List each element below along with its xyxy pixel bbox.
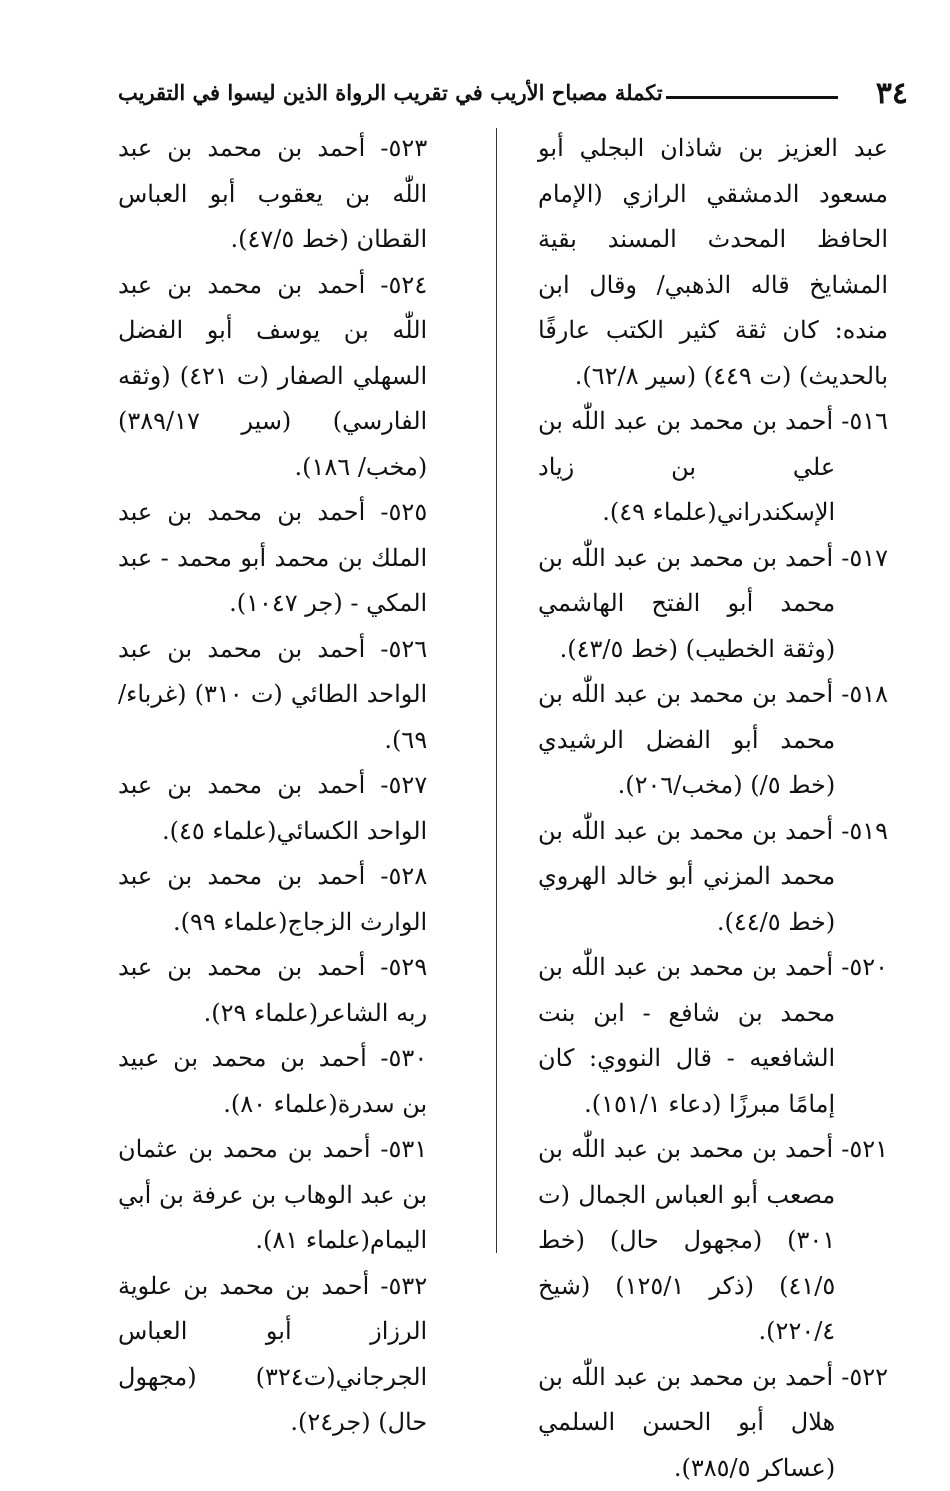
entry-number: ٥٢٣- bbox=[380, 134, 427, 162]
entry-524 bbox=[118, 263, 480, 491]
entry-number: ٥١٨- bbox=[841, 680, 888, 708]
entry-number: ٥٢٠- bbox=[841, 953, 888, 981]
entry-text: أحمد بن محمد بن عبد الواحد الطائي (ت ٣١٠) (غرباء/٦٩). bbox=[118, 635, 427, 754]
entry-522 bbox=[538, 1355, 888, 1491]
entry-529 bbox=[118, 945, 480, 1036]
entry-517 bbox=[538, 536, 888, 673]
page-header bbox=[118, 72, 908, 116]
entry-text: أحمد بن محمد بن عبد الواحد الكسائي(علماء ٤٥). bbox=[118, 771, 427, 845]
entry-number: ٥١٦- bbox=[841, 407, 888, 435]
entry-518 bbox=[538, 672, 888, 809]
entry-number: ٥٣٠- bbox=[380, 1044, 427, 1072]
entry-text: أحمد بن محمد بن عثمان بن عبد الوهاب بن عرفة بن أبي اليمام(علماء ٨١). bbox=[118, 1135, 427, 1254]
entry-519 bbox=[538, 809, 888, 946]
entry-number: ٥٣١- bbox=[380, 1135, 427, 1163]
entry-text: أحمد بن محمد بن عبد الملك بن محمد أبو محمد - عبد المكي - (جر ١٠٤٧). bbox=[118, 498, 427, 617]
page-number: ٣٤ bbox=[876, 76, 908, 111]
entry-number: ٥٢١- bbox=[841, 1135, 888, 1163]
entry-531 bbox=[118, 1127, 480, 1264]
entry-text: أحمد بن محمد بن عبد اللّٰه بن هلال أبو الحسن السلمي (عساكر ٣٨٥/٥). bbox=[538, 1363, 835, 1482]
entry-text: أحمد بن محمد بن علوية الرزاز أبو العباس الجرجاني(ت٣٢٤) (مجهول حال) (جر٢٤). bbox=[118, 1272, 427, 1437]
entry-text: أحمد بن محمد بن عبد اللّٰه بن محمد بن شافع - ابن بنت الشافعيه - قال النووي: كان إمامًا مبرزًا (دعاء ١٥١/١). bbox=[538, 953, 835, 1118]
column-divider bbox=[496, 128, 497, 1253]
entry-text: أحمد بن محمد بن عبد اللّٰه بن محمد المزني أبو خالد الهروي (خط ٤٤/٥). bbox=[538, 817, 835, 936]
entry-text: أحمد بن محمد بن عبيد بن سدرة(علماء ٨٠). bbox=[118, 1044, 427, 1118]
entry-text: أحمد بن محمد بن عبد اللّٰه بن يوسف أبو الفضل السهلي الصفار (ت ٤٢١) (وثقه الفارسي) (سير ٣٨٩/١٧) (مخب/ ١٨٦). bbox=[118, 271, 427, 481]
entry-text: أحمد بن محمد بن عبد الوارث الزجاج(علماء ٩٩). bbox=[118, 862, 427, 936]
entry-text: أحمد بن محمد بن عبد اللّٰه بن محمد أبو الفضل الرشيدي (خط ٥/) (مخب/٢٠٦). bbox=[538, 680, 835, 799]
entry-text: أحمد بن محمد بن عبد ربه الشاعر(علماء ٢٩). bbox=[118, 953, 427, 1027]
entry-number: ٥١٩- bbox=[841, 817, 888, 845]
entry-number: ٥١٧- bbox=[841, 544, 888, 572]
entry-526 bbox=[118, 627, 480, 764]
entry-number: ٥٣٢- bbox=[380, 1272, 427, 1300]
left-column bbox=[118, 126, 480, 1446]
entry-text: أحمد بن محمد بن عبد اللّٰه بن علي بن زياد الإسكندراني(علماء ٤٩). bbox=[538, 407, 835, 526]
entry-528 bbox=[118, 854, 480, 945]
entry-520 bbox=[538, 945, 888, 1127]
entry-number: ٥٢٨- bbox=[380, 862, 427, 890]
right-column bbox=[538, 126, 888, 1491]
entry-number: ٥٢٤- bbox=[380, 271, 427, 299]
entry-number: ٥٢٦- bbox=[380, 635, 427, 663]
header-rule bbox=[666, 96, 838, 99]
entry-530 bbox=[118, 1036, 480, 1127]
entry-number: ٥٢٢- bbox=[841, 1363, 888, 1391]
entry-527 bbox=[118, 763, 480, 854]
entry-number: ٥٢٩- bbox=[380, 953, 427, 981]
continuation-paragraph: عبد العزيز بن شاذان البجلي أبو مسعود الدمشقي الرازي (الإمام الحافظ المحدث المسند بقية المشايخ قاله الذهبي/ وقال ابن منده: كان ثقة كثير الكتب عارفًا بالحديث) (ت ٤٤٩) (سير ٦٢/٨). bbox=[538, 126, 888, 399]
entry-text: أحمد بن محمد بن عبد اللّٰه بن محمد أبو الفتح الهاشمي (وثقة الخطيب) (خط ٤٣/٥). bbox=[538, 544, 835, 663]
entry-525 bbox=[118, 490, 480, 627]
entry-number: ٥٢٧- bbox=[380, 771, 427, 799]
running-title: تكملة مصباح الأريب في تقريب الرواة الذين ليسوا في التقريب bbox=[118, 80, 663, 105]
entry-532 bbox=[118, 1264, 480, 1446]
entry-523 bbox=[118, 126, 480, 263]
entry-text: أحمد بن محمد بن عبد اللّٰه بن يعقوب أبو العباس القطان (خط ٤٧/٥). bbox=[118, 134, 427, 253]
entry-number: ٥٢٥- bbox=[380, 498, 427, 526]
entry-521 bbox=[538, 1127, 888, 1355]
entry-516 bbox=[538, 399, 888, 536]
entry-text: أحمد بن محمد بن عبد اللّٰه بن مصعب أبو العباس الجمال (ت ٣٠١) (مجهول حال) (خط ٤١/٥) (ذكر ١٢٥/١) (شيخ ٢٢٠/٤). bbox=[538, 1135, 835, 1345]
